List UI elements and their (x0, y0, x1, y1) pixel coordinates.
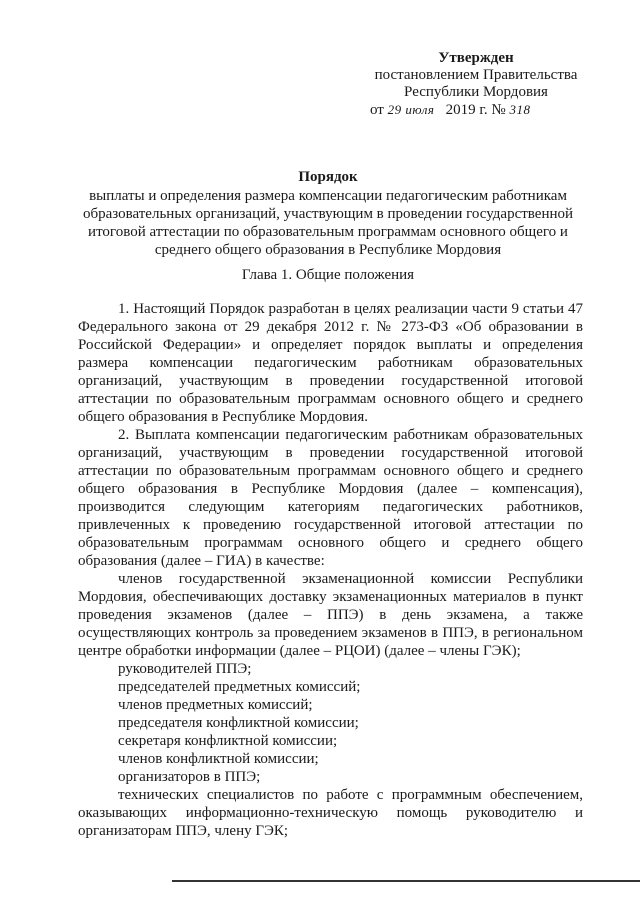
chapter-heading: Глава 1. Общие положения (241, 267, 415, 283)
list-item: организаторов в ППЭ; (118, 769, 261, 785)
approval-line-1: постановлением Правительства (374, 67, 578, 83)
list-item: секретаря конфликтной комиссии; (118, 733, 338, 749)
approval-date (360, 101, 592, 119)
approval-block (360, 50, 592, 119)
date-prefix: от (370, 102, 384, 118)
date-day-handwritten: 29 июля (387, 102, 435, 117)
list-item: членов конфликтной комиссии; (118, 751, 319, 767)
date-number-handwritten: 318 (509, 102, 531, 117)
list-item: председателей предметных комиссий; (118, 679, 361, 695)
date-year: 2019 г. № (445, 102, 506, 118)
list-item: технических специалистов по работе с программным обеспечением, оказывающих информационно-техническую помощь руководителю и организаторам ППЭ, члену ГЭК; (78, 787, 583, 839)
list-item: членов предметных комиссий; (118, 697, 313, 713)
paragraph-2: 2. Выплата компенсации педагогическим работникам образовательных организаций, участвующим в проведении государственной итоговой аттестации по образовательным программам основного общего и среднего общего образования в Республике Мордовия (далее – компенсация), производится следующим категориям педагогических работников, привлеченных к проведению государственной итоговой аттестации по образовательным программам основного общего и среднего общего образования (далее – ГИА) в качестве: (78, 427, 583, 569)
list-item: членов государственной экзаменационной комиссии Республики Мордовия, обеспечивающих доставку экзаменационных материалов в пункт проведения экзаменов (далее – ППЭ) в день экзамена, а также осуществляющих контроль за проведением экзаменов в ППЭ, в региональном центре обработки информации (далее – РЦОИ) (далее – члены ГЭК); (78, 571, 583, 659)
document-title-block (78, 168, 578, 259)
list-item: руководителей ППЭ; (118, 661, 252, 677)
document-subtitle: выплаты и определения размера компенсации педагогическим работникам образовательных организаций, участвующим в проведении государственной итоговой аттестации по образовательным программам основного общего и среднего общего образования в Республике Мордовия (82, 188, 574, 258)
document-body (78, 300, 583, 840)
page-bottom-divider (172, 880, 640, 882)
document-title: Порядок (298, 169, 358, 185)
approval-line-2: Республики Мордовия (404, 84, 548, 100)
list-item: председателя конфликтной комиссии; (118, 715, 359, 731)
approval-title: Утвержден (438, 50, 514, 66)
paragraph-1: 1. Настоящий Порядок разработан в целях реализации части 9 статьи 47 Федерального закона от 29 декабря 2012 г. № 273-ФЗ «Об образовании в Российской Федерации» и определяет порядок выплаты и определения размера компенсации педагогическим работникам образовательных организаций, участвующим в проведении государственной итоговой аттестации по образовательным программам основного общего и среднего общего образования в Республике Мордовия. (78, 301, 583, 425)
